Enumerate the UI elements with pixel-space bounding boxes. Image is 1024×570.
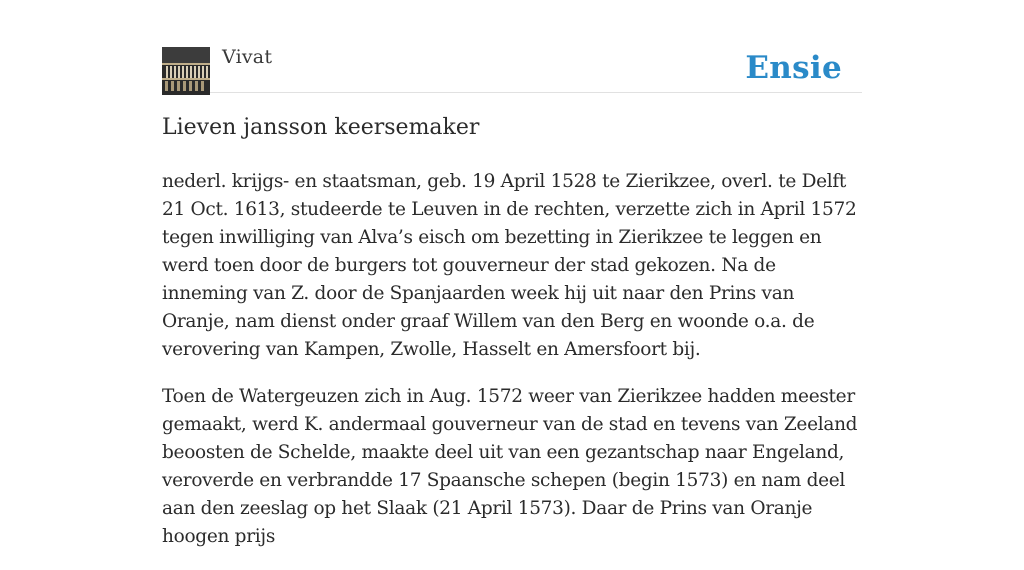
ensie-logo[interactable]: Ensie — [745, 50, 842, 86]
article-page — [162, 0, 862, 547]
page-header — [162, 0, 862, 93]
source-name[interactable]: Vivat — [222, 46, 273, 68]
source-avatar[interactable] — [162, 47, 210, 95]
article-body — [162, 168, 862, 570]
paragraph: nederl. krijgs- en staatsman, geb. 19 April 1528 te Zierikzee, overl. te Delft 21 Oct. 1613, studeerde te Leuven in de rechten, verzette zich in April 1572 tegen inwilliging van Alva’s eisch om bezetting in Zierikzee te leggen en werd toen door de burgers tot gouverneur der stad gekozen. Na de inneming van Z. door de Spanjaarden week hij uit naar den Prins van Oranje, nam dienst onder graaf Willem van den Berg en woonde o.a. de verovering van Kampen, Zwolle, Hasselt en Amersfoort bij. — [162, 171, 857, 360]
page-title: Lieven jansson keersemaker — [162, 115, 480, 140]
bookshelf-icon — [162, 47, 210, 95]
paragraph: Toen de Watergeuzen zich in Aug. 1572 weer van Zierikzee hadden meester gemaakt, werd K. andermaal gouverneur van de stad en tevens van Zeeland beoosten de Schelde, maakte deel uit van een gezantschap naar Engeland, veroverde en verbrandde 17 Spaansche schepen (begin 1573) en nam deel aan den zeeslag op het Slaak (21 April 1573). Daar de Prins van Oranje hoogen prijs — [162, 386, 858, 547]
